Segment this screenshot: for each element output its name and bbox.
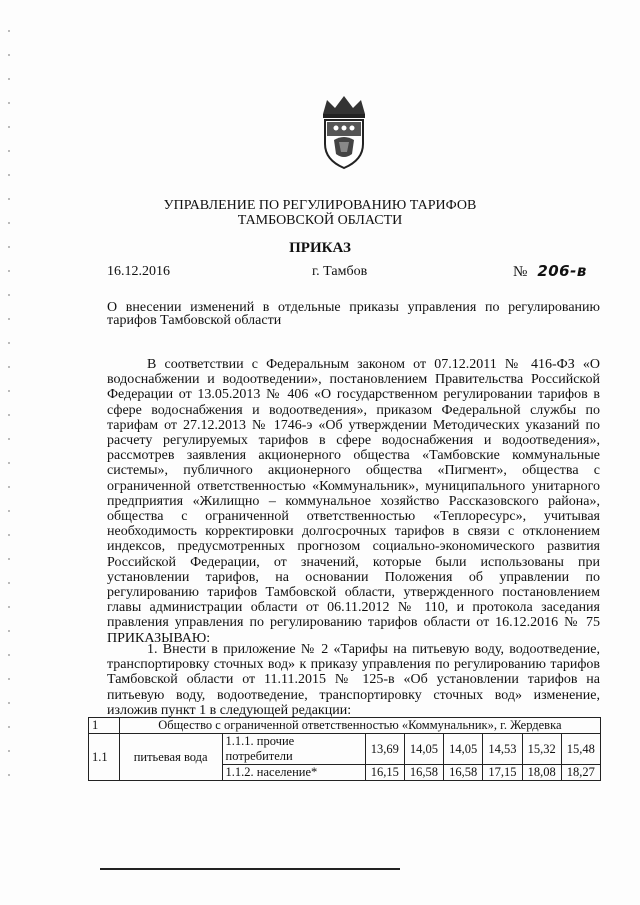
org-name-line1: УПРАВЛЕНИЕ ПО РЕГУЛИРОВАНИЮ ТАРИФОВ [163,198,477,213]
table-row [89,734,601,765]
order-clause-1 [107,642,600,718]
order-number [513,262,587,281]
order-date: 16.12.2016 [107,264,170,279]
tariff-value: 14,53 [483,734,522,765]
preamble-paragraph: В соответствии с Федеральным законом от 07.12.2011 № 416-ФЗ «О водоснабжении и водоотведении», постановлением Правительства Российской Федерации от 13.05.2013 № 406 «О государственном регулировании тарифов в сфере водоснабжения и водоотведения», приказом Федеральной службы по тарифам от 27.12.2013 № 1746-э «Об утверждении Методических указаний по расчету регулируемых тарифов в сфере водоснабжения и водоотведения», рассмотрев заявления акционерного общества «Тамбовские коммунальные системы», публичного акционерного общества «Пигмент», общества с ограниченной ответственностью «Коммунальник», муниципального унитарного предприятия «Жилищно – коммунальное хозяйство Рассказовского района», общества с ограниченной ответственностью «Теплоресурс», учитывая необходимость корректировки долгосрочных тарифов в связи с отклонением индексов, предусмотренных прогнозом социально-экономического развития Российской Федерации, от значений, которые были использованы при установлении тарифов, на основании Положения об управлении по регулированию тарифов Тамбовской области, утвержденного постановлением главы администрации области от 06.11.2012 № 110, и протокола заседания правления управления по регулированию тарифов области от 16.12.2016 № 75 ПРИКАЗЫВАЮ: [107,357,600,646]
tariff-value: 18,27 [561,765,600,781]
table-header-index: 1 [89,718,120,734]
table-header-row [89,718,601,734]
category-cell: 1.1.2. население* [222,765,365,781]
category-cell: 1.1.1. прочие потребители [222,734,365,765]
row-index: 1.1 [89,734,120,781]
page-bottom-rule [100,868,400,870]
tariff-value: 14,05 [404,734,443,765]
order-number-label: № [513,264,528,280]
service-name: питьевая вода [119,734,222,781]
tariff-value: 18,08 [522,765,561,781]
clause-1-text: 1. Внести в приложение № 2 «Тарифы на питьевую воду, водоотведение, транспортировку сточных вод» к приказу управления по регулированию тарифов Тамбовской области от 11.11.2015 № 125-в «Об установлении тарифов на питьевую воду, водоотведение, транспортировку сточных вод» изменение, изложив пункт 1 в следующей редакции: [107,642,600,718]
scan-margin-marks [8,30,10,790]
tariff-value: 15,48 [561,734,600,765]
tambov-coat-of-arms-icon [317,92,371,170]
tariff-value: 16,58 [404,765,443,781]
order-number-handwritten: 206-в [537,262,587,280]
table-header-org: Общество с ограниченной ответственностью «Коммунальник», г. Жердевка [119,718,600,734]
document-type-title: ПРИКАЗ [289,240,351,256]
tariff-value: 15,32 [522,734,561,765]
order-preamble [107,357,600,646]
org-name-line2: ТАМБОВСКОЙ ОБЛАСТИ [237,213,403,228]
tariff-value: 14,05 [444,734,483,765]
tariff-value: 16,58 [444,765,483,781]
order-subject: О внесении изменений в отдельные приказы управления по регулированию тарифов Тамбовской области [107,300,600,328]
tariff-value: 16,15 [365,765,404,781]
tariff-value: 17,15 [483,765,522,781]
tariff-value: 13,69 [365,734,404,765]
tariff-table [88,717,601,781]
order-city: г. Тамбов [312,264,368,279]
